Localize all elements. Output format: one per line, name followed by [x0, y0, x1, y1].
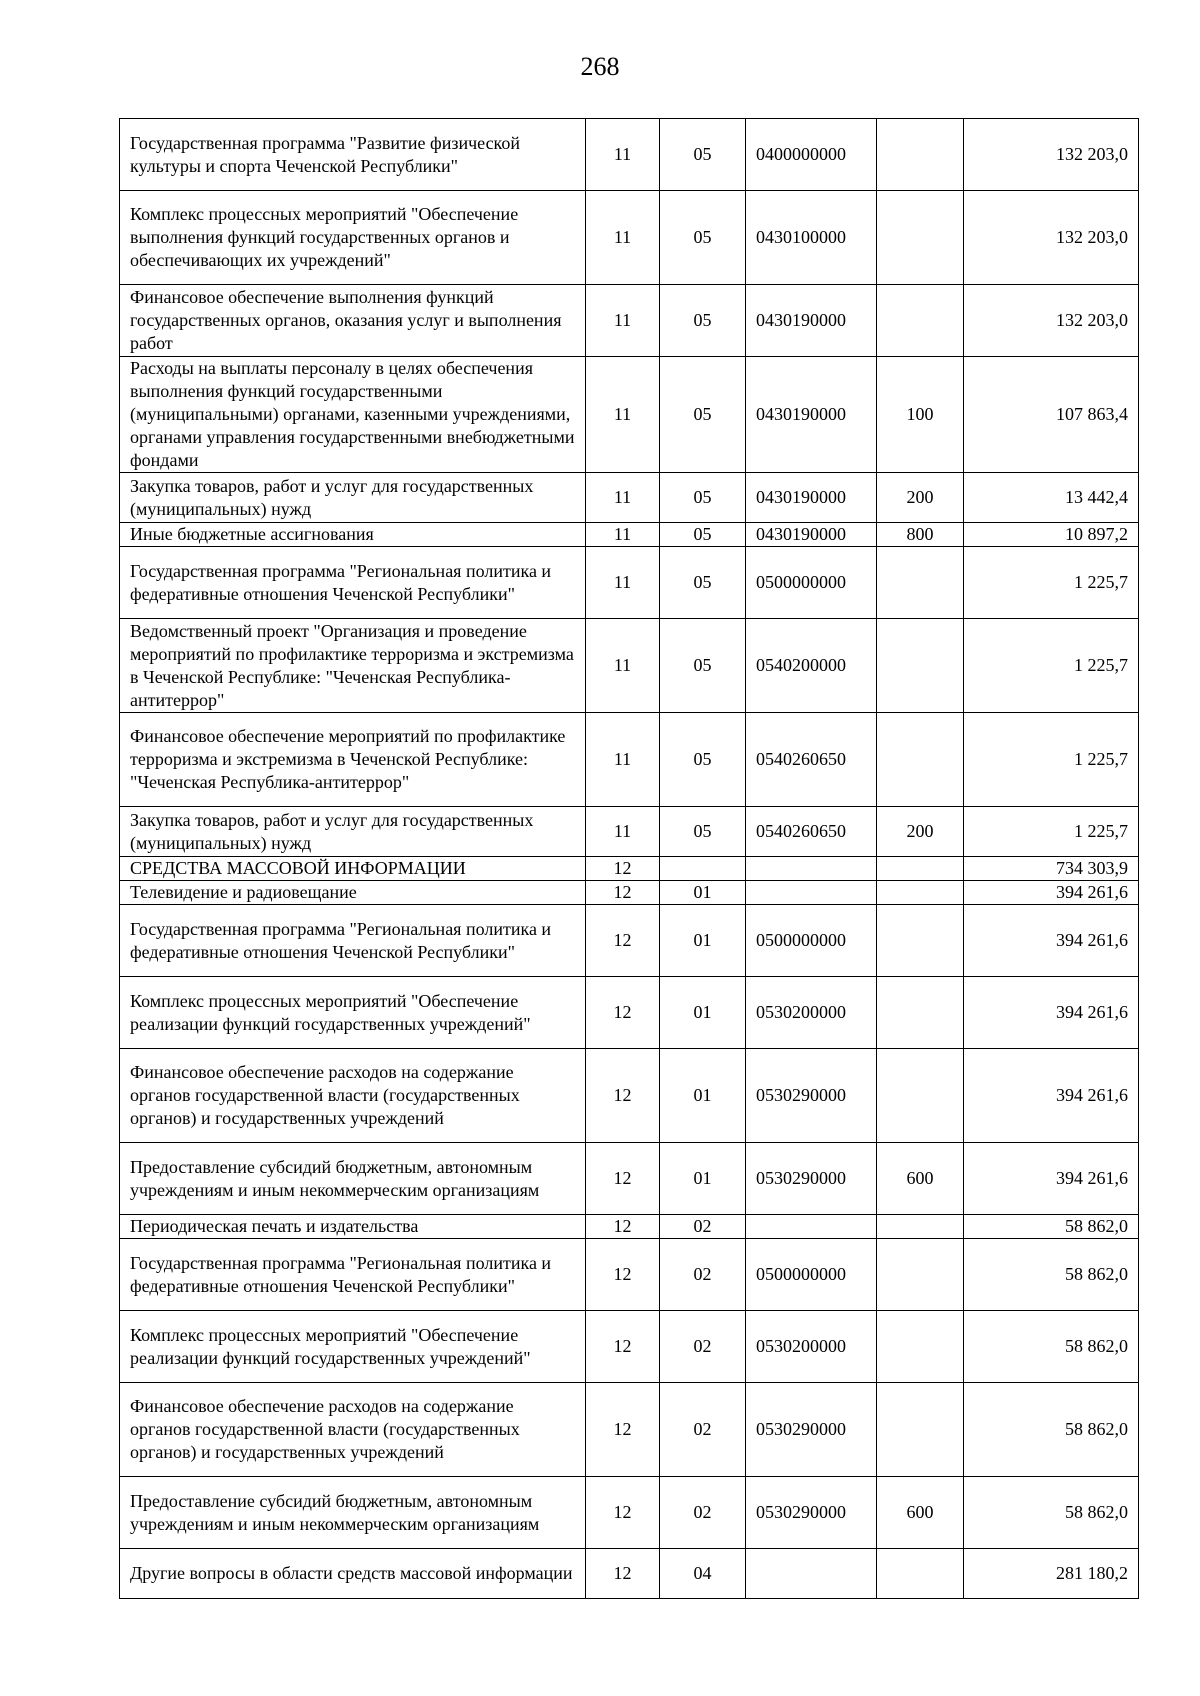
cell-expense-type [877, 1215, 964, 1239]
table-row [120, 119, 1139, 191]
table-row [120, 357, 1139, 473]
cell-amount: 132 203,0 [964, 191, 1139, 285]
cell-target-article: 0540260650 [746, 713, 877, 807]
cell-name: Иные бюджетные ассигнования [120, 523, 586, 547]
cell-expense-type [877, 119, 964, 191]
cell-amount: 281 180,2 [964, 1549, 1139, 1599]
cell-target-article: 0530290000 [746, 1049, 877, 1143]
cell-section: 12 [586, 1049, 660, 1143]
cell-target-article: 0530290000 [746, 1143, 877, 1215]
cell-subsection: 02 [660, 1383, 746, 1477]
cell-name: Финансовое обеспечение мероприятий по профилактике терроризма и экстремизма в Чеченской Республике: "Чеченская Республика-антитеррор" [120, 713, 586, 807]
budget-table-body [120, 119, 1139, 1599]
cell-target-article: 0530200000 [746, 1311, 877, 1383]
cell-name: Комплекс процессных мероприятий "Обеспечение реализации функций государственных учреждений" [120, 977, 586, 1049]
cell-subsection: 01 [660, 1143, 746, 1215]
cell-name: Финансовое обеспечение расходов на содержание органов государственной власти (государственных органов) и государственных учреждений [120, 1383, 586, 1477]
cell-name: Государственная программа "Региональная политика и федеративные отношения Чеченской Республики" [120, 547, 586, 619]
table-row [120, 713, 1139, 807]
cell-amount: 58 862,0 [964, 1383, 1139, 1477]
cell-section: 11 [586, 523, 660, 547]
table-row [120, 1549, 1139, 1599]
cell-section: 12 [586, 1215, 660, 1239]
table-row [120, 807, 1139, 857]
cell-amount: 394 261,6 [964, 1143, 1139, 1215]
cell-target-article: 0530290000 [746, 1477, 877, 1549]
cell-target-article: 0530290000 [746, 1383, 877, 1477]
cell-target-article: 0430190000 [746, 523, 877, 547]
table-row [120, 881, 1139, 905]
cell-section: 12 [586, 977, 660, 1049]
cell-amount: 1 225,7 [964, 547, 1139, 619]
cell-subsection: 05 [660, 119, 746, 191]
cell-amount: 10 897,2 [964, 523, 1139, 547]
table-row [120, 285, 1139, 357]
cell-amount: 58 862,0 [964, 1477, 1139, 1549]
cell-section: 12 [586, 905, 660, 977]
cell-target-article [746, 1215, 877, 1239]
table-row [120, 1239, 1139, 1311]
table-row [120, 1215, 1139, 1239]
cell-expense-type [877, 547, 964, 619]
cell-name: Комплекс процессных мероприятий "Обеспечение реализации функций государственных учреждений" [120, 1311, 586, 1383]
cell-target-article: 0430100000 [746, 191, 877, 285]
cell-section: 12 [586, 1239, 660, 1311]
table-row [120, 977, 1139, 1049]
cell-amount: 132 203,0 [964, 285, 1139, 357]
cell-expense-type: 200 [877, 473, 964, 523]
cell-expense-type [877, 619, 964, 713]
cell-subsection: 05 [660, 357, 746, 473]
cell-name: Телевидение и радиовещание [120, 881, 586, 905]
cell-section: 11 [586, 119, 660, 191]
cell-section: 12 [586, 857, 660, 881]
cell-target-article: 0540260650 [746, 807, 877, 857]
table-row [120, 857, 1139, 881]
table-row [120, 473, 1139, 523]
cell-section: 12 [586, 1477, 660, 1549]
table-row [120, 1311, 1139, 1383]
cell-section: 11 [586, 807, 660, 857]
cell-amount: 394 261,6 [964, 977, 1139, 1049]
cell-section: 11 [586, 619, 660, 713]
cell-amount: 58 862,0 [964, 1239, 1139, 1311]
cell-amount: 1 225,7 [964, 713, 1139, 807]
cell-subsection: 05 [660, 713, 746, 807]
cell-target-article: 0430190000 [746, 473, 877, 523]
cell-expense-type [877, 1049, 964, 1143]
cell-subsection: 02 [660, 1239, 746, 1311]
cell-name: Государственная программа "Региональная политика и федеративные отношения Чеченской Республики" [120, 905, 586, 977]
cell-section: 12 [586, 881, 660, 905]
cell-expense-type [877, 1239, 964, 1311]
cell-section: 12 [586, 1383, 660, 1477]
cell-target-article: 0500000000 [746, 547, 877, 619]
cell-subsection: 05 [660, 619, 746, 713]
cell-name: Финансовое обеспечение расходов на содержание органов государственной власти (государственных органов) и государственных учреждений [120, 1049, 586, 1143]
cell-amount: 394 261,6 [964, 1049, 1139, 1143]
cell-name: Периодическая печать и издательства [120, 1215, 586, 1239]
cell-target-article [746, 881, 877, 905]
cell-section: 11 [586, 473, 660, 523]
cell-subsection: 01 [660, 881, 746, 905]
cell-section: 11 [586, 191, 660, 285]
table-row [120, 905, 1139, 977]
cell-subsection: 01 [660, 1049, 746, 1143]
cell-expense-type: 200 [877, 807, 964, 857]
cell-amount: 58 862,0 [964, 1215, 1139, 1239]
cell-amount: 394 261,6 [964, 905, 1139, 977]
cell-expense-type [877, 285, 964, 357]
cell-target-article: 0500000000 [746, 905, 877, 977]
table-row [120, 619, 1139, 713]
cell-amount: 1 225,7 [964, 807, 1139, 857]
cell-subsection: 02 [660, 1215, 746, 1239]
cell-expense-type [877, 1311, 964, 1383]
cell-amount: 58 862,0 [964, 1311, 1139, 1383]
cell-target-article: 0530200000 [746, 977, 877, 1049]
cell-section: 11 [586, 357, 660, 473]
cell-subsection: 01 [660, 977, 746, 1049]
cell-name: Государственная программа "Развитие физической культуры и спорта Чеченской Республики" [120, 119, 586, 191]
table-row [120, 1049, 1139, 1143]
cell-target-article: 0500000000 [746, 1239, 877, 1311]
cell-section: 12 [586, 1311, 660, 1383]
cell-expense-type: 600 [877, 1143, 964, 1215]
table-row [120, 1477, 1139, 1549]
cell-amount: 13 442,4 [964, 473, 1139, 523]
cell-section: 11 [586, 285, 660, 357]
cell-amount: 1 225,7 [964, 619, 1139, 713]
cell-expense-type: 100 [877, 357, 964, 473]
cell-subsection: 02 [660, 1311, 746, 1383]
cell-subsection: 05 [660, 285, 746, 357]
cell-target-article: 0540200000 [746, 619, 877, 713]
cell-name: Предоставление субсидий бюджетным, автономным учреждениям и иным некоммерческим организациям [120, 1477, 586, 1549]
cell-section: 11 [586, 713, 660, 807]
cell-expense-type [877, 1549, 964, 1599]
cell-name: Государственная программа "Региональная политика и федеративные отношения Чеченской Республики" [120, 1239, 586, 1311]
cell-expense-type: 600 [877, 1477, 964, 1549]
cell-target-article: 0430190000 [746, 357, 877, 473]
cell-expense-type [877, 713, 964, 807]
budget-table [119, 118, 1139, 1599]
cell-expense-type [877, 191, 964, 285]
cell-target-article [746, 857, 877, 881]
cell-name: Предоставление субсидий бюджетным, автономным учреждениям и иным некоммерческим организациям [120, 1143, 586, 1215]
cell-subsection: 01 [660, 905, 746, 977]
cell-subsection: 05 [660, 523, 746, 547]
cell-expense-type [877, 857, 964, 881]
cell-amount: 394 261,6 [964, 881, 1139, 905]
cell-subsection [660, 857, 746, 881]
table-row [120, 191, 1139, 285]
cell-amount: 107 863,4 [964, 357, 1139, 473]
cell-section: 12 [586, 1549, 660, 1599]
cell-name: Комплекс процессных мероприятий "Обеспечение выполнения функций государственных органов и обеспечивающих их учреждений" [120, 191, 586, 285]
cell-section: 11 [586, 547, 660, 619]
cell-expense-type: 800 [877, 523, 964, 547]
cell-expense-type [877, 905, 964, 977]
table-row [120, 1143, 1139, 1215]
cell-name: Другие вопросы в области средств массовой информации [120, 1549, 586, 1599]
cell-name: Ведомственный проект "Организация и проведение мероприятий по профилактике терроризма и экстремизма в Чеченской Республике: "Чеченская Республика-антитеррор" [120, 619, 586, 713]
table-row [120, 523, 1139, 547]
cell-subsection: 04 [660, 1549, 746, 1599]
cell-amount: 132 203,0 [964, 119, 1139, 191]
table-row [120, 1383, 1139, 1477]
cell-name: СРЕДСТВА МАССОВОЙ ИНФОРМАЦИИ [120, 857, 586, 881]
cell-name: Закупка товаров, работ и услуг для государственных (муниципальных) нужд [120, 807, 586, 857]
cell-subsection: 05 [660, 473, 746, 523]
cell-expense-type [877, 1383, 964, 1477]
cell-name: Финансовое обеспечение выполнения функций государственных органов, оказания услуг и выполнения работ [120, 285, 586, 357]
cell-target-article [746, 1549, 877, 1599]
cell-amount: 734 303,9 [964, 857, 1139, 881]
cell-subsection: 02 [660, 1477, 746, 1549]
table-row [120, 547, 1139, 619]
cell-expense-type [877, 977, 964, 1049]
cell-subsection: 05 [660, 547, 746, 619]
page-number: 268 [580, 52, 620, 81]
cell-section: 12 [586, 1143, 660, 1215]
cell-target-article: 0400000000 [746, 119, 877, 191]
cell-name: Расходы на выплаты персоналу в целях обеспечения выполнения функций государственными (муниципальными) органами, казенными учреждениями, органами управления государственными внебюджетными фондами [120, 357, 586, 473]
cell-subsection: 05 [660, 191, 746, 285]
cell-name: Закупка товаров, работ и услуг для государственных (муниципальных) нужд [120, 473, 586, 523]
cell-subsection: 05 [660, 807, 746, 857]
cell-expense-type [877, 881, 964, 905]
cell-target-article: 0430190000 [746, 285, 877, 357]
